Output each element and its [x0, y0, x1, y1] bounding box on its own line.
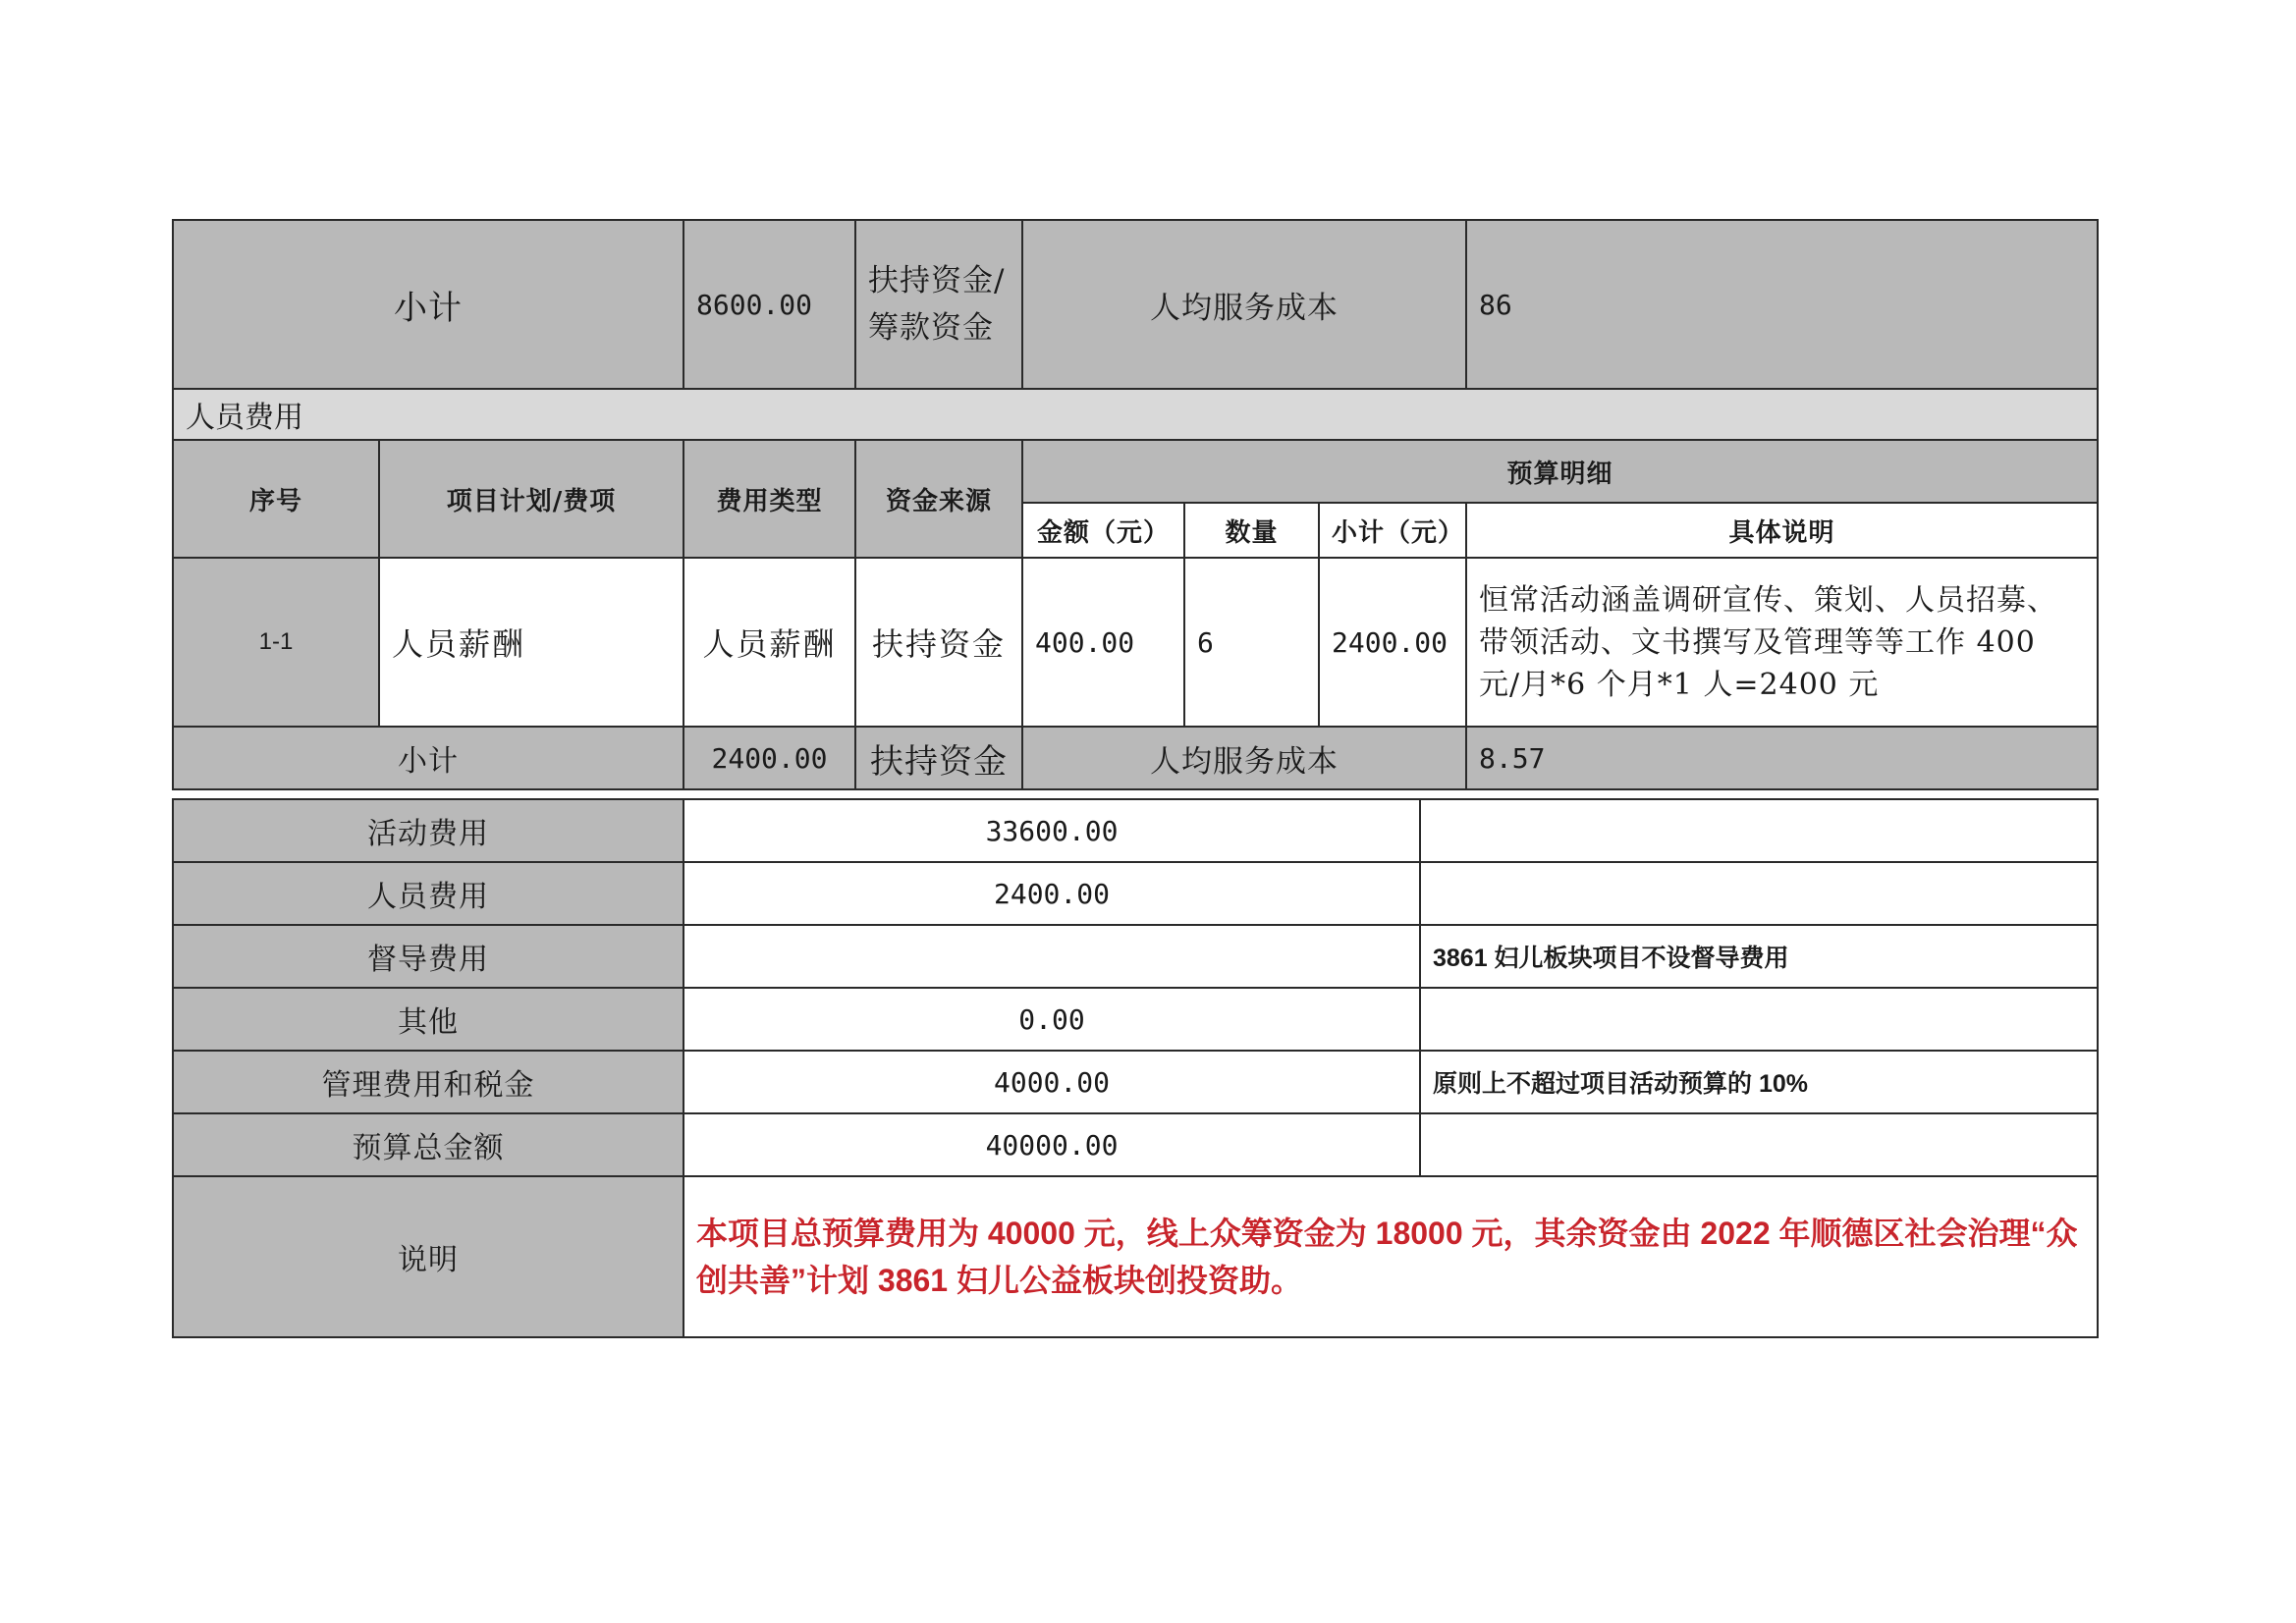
- summary-table: [172, 798, 2099, 1338]
- row-unit-amount: 400.00: [1022, 558, 1184, 727]
- summary-note: 3861 妇儿板块项目不设督导费用: [1420, 925, 2098, 988]
- summary-value: [683, 925, 1420, 988]
- summary-note: [1420, 988, 2098, 1051]
- summary-value: 2400.00: [683, 862, 1420, 925]
- section-title: 人员费用: [173, 389, 2098, 440]
- summary-row: [173, 988, 2098, 1051]
- summary-row: [173, 925, 2098, 988]
- summary-note: [1420, 1113, 2098, 1176]
- section-subtotal-amount: 2400.00: [683, 727, 855, 789]
- row-fund-source: 扶持资金: [855, 558, 1022, 727]
- section-title-row: [173, 389, 2098, 440]
- top-per-capita-value: 86: [1466, 220, 2098, 389]
- section-subtotal-label: 小计: [173, 727, 683, 789]
- section-per-capita-value: 8.57: [1466, 727, 2098, 789]
- summary-note: 原则上不超过项目活动预算的 10%: [1420, 1051, 2098, 1113]
- top-per-capita-label: 人均服务成本: [1022, 220, 1466, 389]
- summary-note: [1420, 799, 2098, 862]
- top-subtotal-source: 扶持资金/筹款资金: [855, 220, 1022, 389]
- explanation-text: 本项目总预算费用为 40000 元，线上众筹资金为 18000 元，其余资金由 2022 年顺德区社会治理“众创共善”计划 3861 妇儿公益板块创投资助。: [683, 1176, 2098, 1337]
- col-item-header: 项目计划/费项: [379, 440, 683, 558]
- row-quantity: 6: [1184, 558, 1319, 727]
- summary-row: [173, 799, 2098, 862]
- summary-value: 40000.00: [683, 1113, 1420, 1176]
- row-item: 人员薪酬: [379, 558, 683, 727]
- summary-value: 4000.00: [683, 1051, 1420, 1113]
- col-index-header: 序号: [173, 440, 379, 558]
- explanation-label: 说明: [173, 1176, 683, 1337]
- summary-label: 督导费用: [173, 925, 683, 988]
- row-fee-type: 人员薪酬: [683, 558, 855, 727]
- top-subtotal-row: [173, 220, 2098, 389]
- row-description: 恒常活动涵盖调研宣传、策划、人员招募、带领活动、文书撰写及管理等等工作 400 元/月*6 个月*1 人=2400 元: [1466, 558, 2098, 727]
- col-unit-amount-header: 金额（元）: [1022, 503, 1184, 558]
- summary-value: 0.00: [683, 988, 1420, 1051]
- summary-label: 其他: [173, 988, 683, 1051]
- section-subtotal-source: 扶持资金: [855, 727, 1022, 789]
- budget-table: [172, 219, 2099, 790]
- column-header-row-1: [173, 440, 2098, 503]
- summary-row: [173, 1051, 2098, 1113]
- row-subtotal: 2400.00: [1319, 558, 1466, 727]
- row-index: 1-1: [173, 558, 379, 727]
- col-fee-type-header: 费用类型: [683, 440, 855, 558]
- section-subtotal-row: [173, 727, 2098, 789]
- summary-value: 33600.00: [683, 799, 1420, 862]
- top-subtotal-amount: 8600.00: [683, 220, 855, 389]
- summary-label: 人员费用: [173, 862, 683, 925]
- section-per-capita-label: 人均服务成本: [1022, 727, 1466, 789]
- col-subtotal-header: 小计（元）: [1319, 503, 1466, 558]
- top-subtotal-label: 小计: [173, 220, 683, 389]
- col-fund-source-header: 资金来源: [855, 440, 1022, 558]
- summary-row: [173, 1113, 2098, 1176]
- summary-label: 活动费用: [173, 799, 683, 862]
- explanation-row: [173, 1176, 2098, 1337]
- summary-row: [173, 862, 2098, 925]
- summary-label: 管理费用和税金: [173, 1051, 683, 1113]
- col-quantity-header: 数量: [1184, 503, 1319, 558]
- summary-label: 预算总金额: [173, 1113, 683, 1176]
- table-row: [173, 558, 2098, 727]
- col-description-header: 具体说明: [1466, 503, 2098, 558]
- summary-note: [1420, 862, 2098, 925]
- col-budget-detail-header: 预算明细: [1022, 440, 2098, 503]
